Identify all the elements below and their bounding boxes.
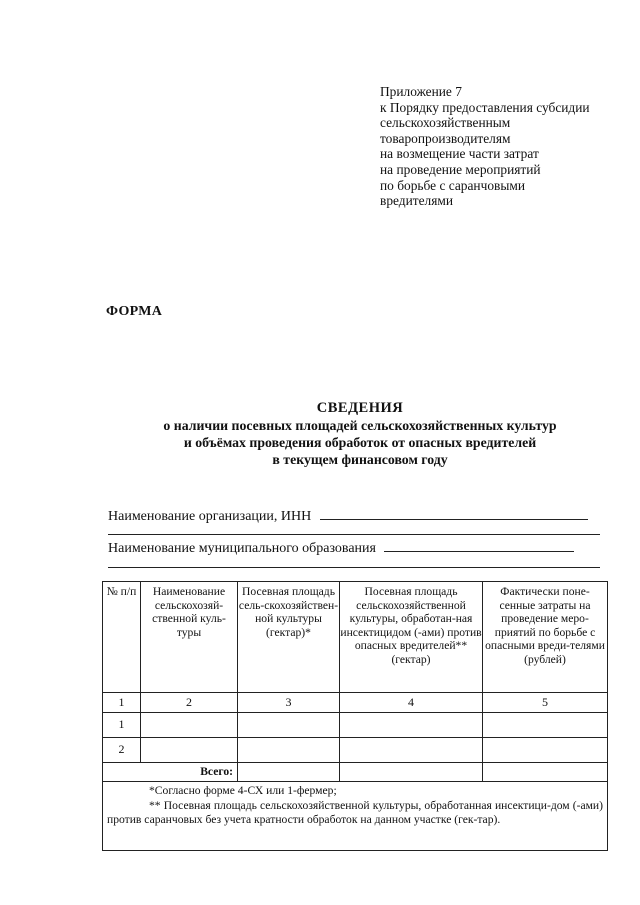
municipality-blank[interactable] (384, 539, 574, 552)
costs-cell[interactable] (483, 738, 608, 763)
footnote-2: ** Посевная площадь сельскохозяйственной культуры, обработанная инсектици-дом (-ами) против саранчовых без учета кратности обработок на данном участке (гек-тар). (107, 798, 603, 827)
treated-area-cell[interactable] (340, 713, 483, 738)
appendix-line: товаропроизводителям (380, 130, 511, 146)
data-table (102, 581, 608, 851)
header-cell-treated-area: Посевная площадь сельскохозяйственной культуры, обработан-ная инсектицидом (-ами) против опасных вредителей** (гектар) (340, 582, 483, 693)
crop-cell[interactable] (141, 738, 238, 763)
appendix-line: Приложение 7 (380, 84, 462, 99)
row-number: 1 (103, 713, 141, 738)
header-cell-crop: Наименование сельскохозяй-ственной куль-туры (141, 582, 238, 693)
title-line-3: в текущем финансовом году (272, 452, 448, 467)
title-line-2: и объёмах проведения обработок от опасных вредителей (183, 435, 537, 450)
total-treated-area-cell[interactable] (340, 763, 483, 782)
column-number: 3 (238, 693, 340, 713)
total-row (103, 763, 608, 782)
appendix-block (380, 84, 630, 209)
treated-area-cell[interactable] (340, 738, 483, 763)
municipality-label: Наименование муниципального образования (108, 541, 376, 556)
header-cell-sown-area: Посевная площадь сель-скохозяйствен-ной культуры (гектар)* (238, 582, 340, 693)
crop-cell[interactable] (141, 713, 238, 738)
organization-field (108, 507, 588, 525)
title-line-1: о наличии посевных площадей сельскохозяйственных культур (163, 418, 557, 433)
footnote-1: *Согласно форме 4-СХ или 1-фермер; (149, 784, 337, 797)
total-sown-area-cell[interactable] (238, 763, 340, 782)
column-number: 4 (340, 693, 483, 713)
table-header-row (103, 582, 608, 693)
sown-area-cell[interactable] (238, 738, 340, 763)
form-label: ФОРМА (106, 304, 163, 319)
organization-blank-line-2[interactable] (108, 534, 600, 535)
municipality-blank-line-2[interactable] (108, 567, 600, 568)
total-label: Всего: (103, 763, 238, 782)
appendix-line: к Порядку предоставления субсидии (380, 99, 590, 115)
document-title (100, 400, 620, 468)
header-cell-costs: Фактически поне-сенные затраты на проведение меро-приятий по борьбе с опасными вреди-телями (рублей) (483, 582, 608, 693)
column-number: 2 (141, 693, 238, 713)
appendix-line: на проведение мероприятий (380, 161, 541, 177)
organization-blank[interactable] (320, 507, 588, 520)
table-row (103, 713, 608, 738)
organization-label: Наименование организации, ИНН (108, 509, 312, 524)
appendix-line: сельскохозяйственным (380, 115, 511, 131)
sown-area-cell[interactable] (238, 713, 340, 738)
column-number-row (103, 693, 608, 713)
row-number: 2 (103, 738, 141, 763)
footnotes-cell (103, 782, 608, 851)
table-row (103, 738, 608, 763)
column-number: 5 (483, 693, 608, 713)
title-main: СВЕДЕНИЯ (316, 400, 404, 416)
column-number: 1 (103, 693, 141, 713)
municipality-field (108, 539, 574, 557)
appendix-line: вредителями (380, 193, 454, 209)
costs-cell[interactable] (483, 713, 608, 738)
header-cell-number: № п/п (103, 582, 141, 693)
notes-row (103, 782, 608, 851)
total-costs-cell[interactable] (483, 763, 608, 782)
appendix-line: по борьбе с саранчовыми (380, 177, 525, 193)
appendix-line: на возмещение части затрат (380, 146, 539, 162)
